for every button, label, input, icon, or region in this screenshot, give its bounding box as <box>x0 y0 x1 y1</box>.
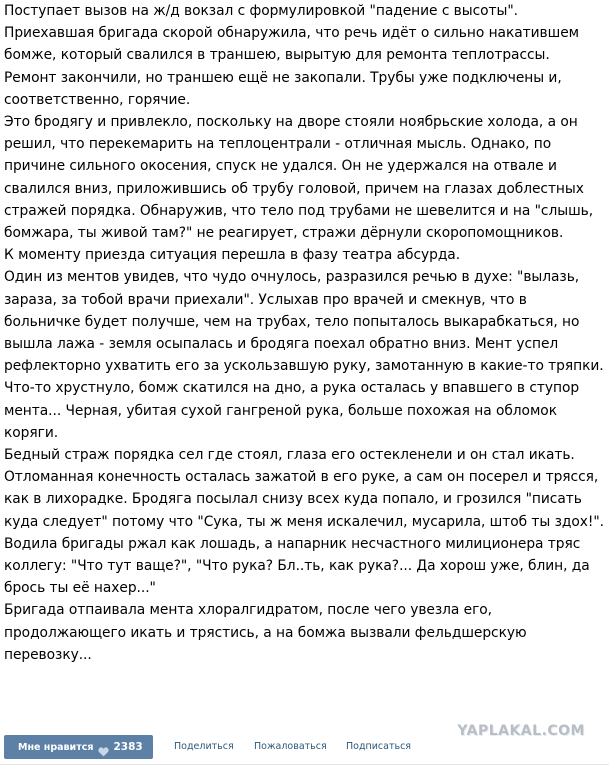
like-button[interactable] <box>4 735 153 759</box>
subscribe-link[interactable]: Подписаться <box>346 741 412 752</box>
post-body <box>4 0 605 720</box>
watermark-logo: YAPLAKAL.COM <box>457 723 585 739</box>
like-button-label: Мне нравится <box>18 741 94 753</box>
post-text: Поступает вызов на ж/д вокзал с формулировкой "падение с высоты". Приехавшая бригада скорой обнаружила, что речь идёт о сильно накатившем бомже, который свалился в траншею, вырытую для ремонта теплотрассы. Ремонт закончили, но траншею ещё не закопали. Трубы уже подключены и, соответственно, горячие. Это бродягу и привлекло, поскольку на дворе стояли ноябрьские холода, а он решил, что перекемарить на теплоцентрали - отличная мысль. Однако, по причине сильного окосения, спуск не удался. Он не удержался на отвале и свалился вниз, приложившись об трубу головой, причем на глазах доблестных стражей порядка. Обнаружив, что тело под трубами не шевелится и на "слышь, бомжара, ты живой там?" не реагирует, стражи дёрнули скоропомощников. К моменту приезда ситуация перешла в фазу театра абсурда. Один из ментов увидев, что чудо очнулось, разразился речью в духе: "вылазь, зараза, за тобой врачи приехали". Услыхав про врачей и смекнув, что в больничке будет получше, чем на трубах, тело попыталось выкарабкаться, но вышла лажа - земля осыпалась и бродяга поехал обратно вниз. Мент успел рефлекторно ухватить его за ускользавшую руку, замотанную в какие-то тряпки. Что-то хрустнуло, бомж скатился на дно, а рука осталась у впавшего в ступор мента... Черная, убитая сухой гангреной рука, больше похожая на обломок коряги. Бедный страж порядка сел где стоял, глаза его остекленели и он стал икать. Отломанная конечность осталась зажатой в его руке, а сам он посерел и трясся, как в лихорадке. Бродяга посылал снизу всех куда попало, и грозился "писать куда следует" потому что "Сука, ты ж меня искалечил, мусарила, штоб ты здох!". Водила бригады ржал как лошадь, а напарник несчастного милиционера тряс коллегу: "Что тут ваще?", "Что рука? Бл..ть, как рука?... Да хорош уже, блин, да брось ты её нахер..." Бригада отпаивала мента хлоралгидратом, после чего увезла его, продолжающего икать и трястись, а на бомжа вызвали фельдшерскую перевозку... <box>4 3 604 663</box>
complain-link[interactable]: Пожаловаться <box>254 741 327 752</box>
share-link[interactable]: Поделиться <box>174 741 234 752</box>
like-count: 2383 <box>113 741 143 753</box>
heart-icon <box>98 742 109 752</box>
post-action-bar <box>0 733 609 765</box>
